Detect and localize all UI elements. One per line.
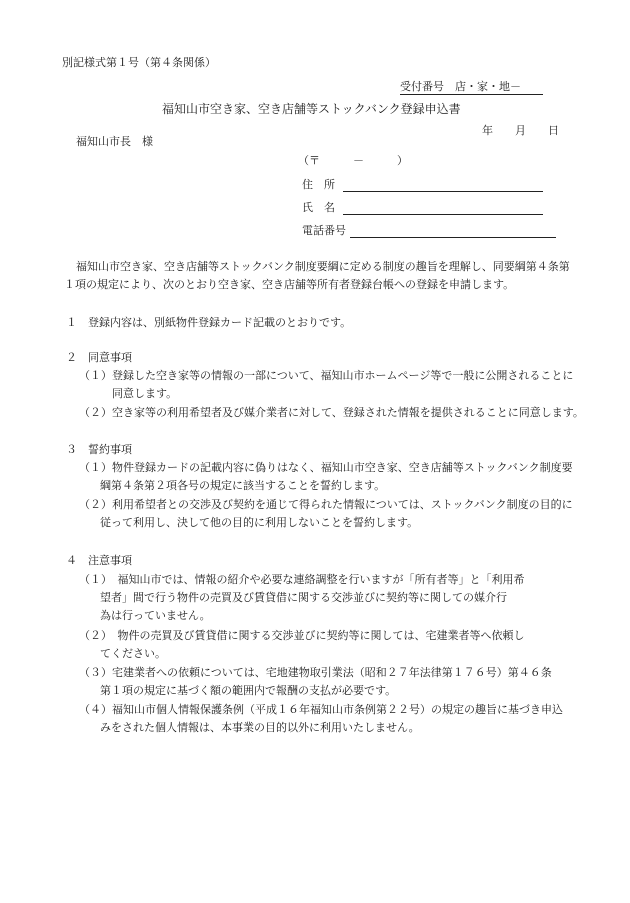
section-2-item-1-line-2: 同意します。 (112, 387, 178, 400)
section-3-item-2-line-2: 従って利用し、決して他の目的に利用しないことを誓約します。 (100, 516, 419, 529)
intro-line-1: 福知山市空き家、空き店舗等ストックバンク制度要綱に定める制度の趣旨を理解し、同要綱第４条第 (76, 260, 570, 273)
address-label: 住 所 (302, 178, 335, 191)
section-4-item-4-line-2: みをされた個人情報は、本事業の目的以外に利用いたしません。 (100, 721, 420, 734)
section-2-item-1-line-1: （１）登録した空き家等の情報の一部について、福知山市ホームページ等で一般に公開されることに (79, 369, 574, 382)
section-4-item-4-line-1: （４）福知山市個人情報保護条例（平成１６年福知山市条例第２２号）の規定の趣旨に基づき申込 (79, 703, 563, 716)
section-3-item-1-line-1: （１）物件登録カードの記載内容に偽りはなく、福知山市空き家、空き店舗等ストックバンク制度要 (79, 461, 573, 474)
form-label: 別記様式第１号（第４条関係） (62, 56, 216, 69)
receipt-number: 受付番号 店・家・地－ (400, 80, 543, 95)
section-3-item-2-line-1: （２）利用希望者との交渉及び契約を通じて得られた情報については、ストックバンク制度の目的に (79, 498, 573, 511)
section-4-item-2-line-1: （２） 物件の売買及び賃貸借に関する交渉並びに契約等に関しては、宅建業者等へ依頼し (79, 629, 525, 642)
section-3-heading: ３ 誓約事項 (66, 443, 132, 456)
section-4-item-3-line-1: （３）宅建業者への依頼については、宅地建物取引業法（昭和２７年法律第１７６号）第４６条 (79, 666, 552, 679)
section-4-heading: ４ 注意事項 (66, 554, 132, 567)
phone-line (350, 225, 556, 238)
name-label: 氏 名 (302, 201, 335, 214)
address-line (343, 179, 543, 192)
name-row (302, 201, 543, 215)
section-2-heading: ２ 同意事項 (66, 351, 132, 364)
section-4-item-2-line-2: てください。 (100, 647, 166, 660)
addressee: 福知山市長 様 (76, 135, 153, 148)
intro-line-2: １項の規定により、次のとおり空き家、空き店舗等所有者登録台帳への登録を申請します。 (64, 278, 515, 291)
section-4-item-1-line-1: （１） 福知山市では、情報の紹介や必要な連絡調整を行いますが「所有者等」と「利用希 (79, 573, 525, 586)
section-1-heading: １ 登録内容は、別紙物件登録カード記載のとおりです。 (66, 316, 352, 329)
phone-row (302, 224, 556, 238)
date-field: 年 月 日 (482, 124, 559, 137)
section-4-item-1-line-3: 為は行っていません。 (100, 609, 211, 622)
address-row (302, 178, 543, 192)
phone-label: 電話番号 (302, 224, 346, 237)
section-3-item-1-line-2: 綱第４条第２項各号の規定に該当することを誓約します。 (100, 479, 386, 492)
section-4-item-1-line-2: 望者」間で行う物件の売買及び賃貸借に関する交渉並びに契約等に関しての媒介行 (100, 591, 507, 604)
name-line (343, 202, 543, 215)
form-title: 福知山市空き家、空き店舗等ストックバンク登録申込書 (162, 102, 461, 116)
postal-code: （〒 － ） (298, 154, 408, 167)
section-4-item-3-line-2: 第１項の規定に基づく額の範囲内で報酬の支払が必要です。 (100, 684, 397, 697)
section-2-item-2-line-1: （２）空き家等の利用希望者及び媒介業者に対して、登録された情報を提供されることに同意します。 (79, 406, 584, 419)
